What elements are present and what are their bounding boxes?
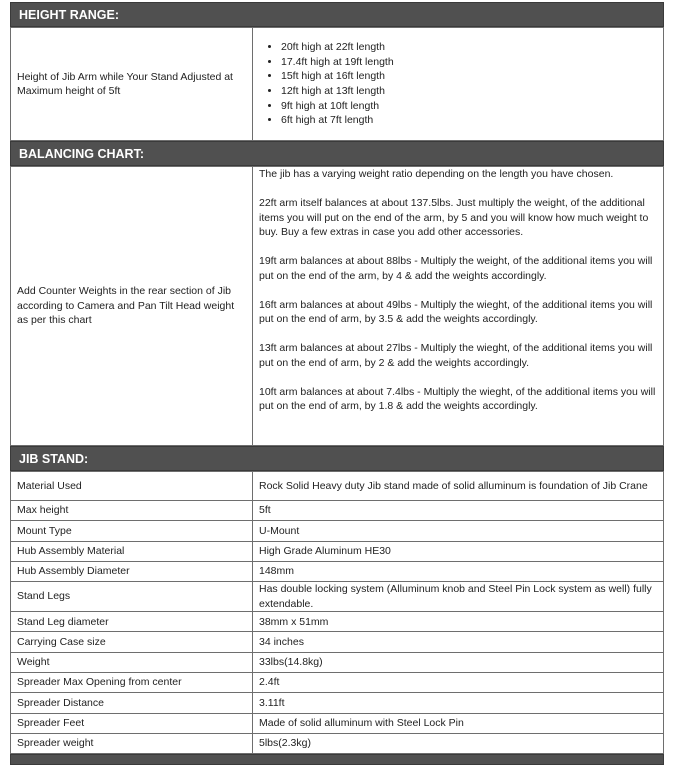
spec-value: 38mm x 51mm <box>253 612 664 632</box>
height-range-table <box>10 27 664 141</box>
spec-label: Spreader Distance <box>11 693 253 713</box>
spec-value: Has double locking system (Alluminum knob and Steel Pin Lock system as well) fully extendable. <box>253 582 664 612</box>
spec-label: Stand Legs <box>11 582 253 612</box>
spec-value: High Grade Aluminum HE30 <box>253 541 664 561</box>
spec-value: 33lbs(14.8kg) <box>253 652 664 672</box>
balance-paragraph: The jib has a varying weight ratio depending on the length you have chosen. <box>259 168 614 180</box>
spec-value: Rock Solid Heavy duty Jib stand made of solid alluminum is foundation of Jib Crane <box>253 472 664 501</box>
list-item: • 17.4ft high at 19ft length <box>281 55 657 70</box>
spec-value: Made of solid alluminum with Steel Lock Pin <box>253 713 664 733</box>
balancing-chart-header: BALANCING CHART: <box>10 141 664 166</box>
table-row <box>11 673 664 693</box>
list-item: • 6ft high at 7ft length <box>281 113 657 128</box>
footer-bar <box>10 754 664 765</box>
list-item: • 9ft high at 10ft length <box>281 99 657 114</box>
spec-value: 5ft <box>253 501 664 521</box>
table-row <box>11 501 664 521</box>
table-row <box>11 472 664 501</box>
table-row <box>11 582 664 612</box>
spec-label: Max height <box>11 501 253 521</box>
table-row <box>11 632 664 652</box>
spec-label: Material Used <box>11 472 253 501</box>
spec-label: Hub Assembly Material <box>11 541 253 561</box>
balance-paragraph: 10ft arm balances at about 7.4lbs - Multiply the wieght, of the additional items you will put on the end of arm, by 1.8 & add the weights accordingly. <box>259 385 656 412</box>
table-row <box>11 561 664 581</box>
spec-label: Spreader Max Opening from center <box>11 673 253 693</box>
spec-value: 148mm <box>253 561 664 581</box>
spec-label: Weight <box>11 652 253 672</box>
list-item: • 12ft high at 13ft length <box>281 84 657 99</box>
jib-stand-header: JIB STAND: <box>10 446 664 471</box>
spec-value: 2.4ft <box>253 673 664 693</box>
spec-label: Carrying Case size <box>11 632 253 652</box>
spec-value: 3.11ft <box>253 693 664 713</box>
balance-paragraph: 19ft arm balances at about 88lbs - Multiply the weight, of the additional items you will put on the end of the arm, by 4 & add the weights accordingly. <box>259 255 653 282</box>
table-row <box>11 713 664 733</box>
balance-paragraph: 22ft arm itself balances at about 137.5lbs. Just multiply the weight, of the additional items you will put on the end of the arm, by 5 and you will know how much weight to buy. Buy a few extras in case you add other accessories. <box>259 197 649 238</box>
balancing-chart-table <box>10 166 664 446</box>
table-row <box>11 612 664 632</box>
spec-label: Mount Type <box>11 521 253 541</box>
spec-sheet <box>10 2 664 765</box>
list-item: • 15ft high at 16ft length <box>281 69 657 84</box>
table-row <box>11 652 664 672</box>
height-range-header: HEIGHT RANGE: <box>10 2 664 27</box>
jib-stand-table <box>10 471 664 754</box>
table-row <box>11 733 664 753</box>
spec-value: 34 inches <box>253 632 664 652</box>
table-row <box>11 521 664 541</box>
spec-label: Stand Leg diameter <box>11 612 253 632</box>
balance-paragraph: 13ft arm balances at about 27lbs - Multiply the wieght, of the additional items you will put on the end of arm, by 2 & add the weights accordingly. <box>259 342 653 369</box>
balance-paragraph: 16ft arm balances at about 49lbs - Multiply the wieght, of the additional items you will put on the end of arm, by 3.5 & add the weights accordingly. <box>259 298 653 325</box>
table-row <box>11 693 664 713</box>
spec-label: Spreader Feet <box>11 713 253 733</box>
spec-value: 5lbs(2.3kg) <box>253 733 664 753</box>
spec-label: Spreader weight <box>11 733 253 753</box>
list-item: • 20ft high at 22ft length <box>281 40 657 55</box>
spec-label: Hub Assembly Diameter <box>11 561 253 581</box>
table-row <box>11 541 664 561</box>
height-range-label: Height of Jib Arm while Your Stand Adjusted at Maximum height of 5ft <box>11 28 253 141</box>
spec-value: U-Mount <box>253 521 664 541</box>
balancing-chart-label: Add Counter Weights in the rear section of Jib according to Camera and Pan Tilt Head weight as per this chart <box>11 167 253 446</box>
height-range-list <box>265 40 657 128</box>
